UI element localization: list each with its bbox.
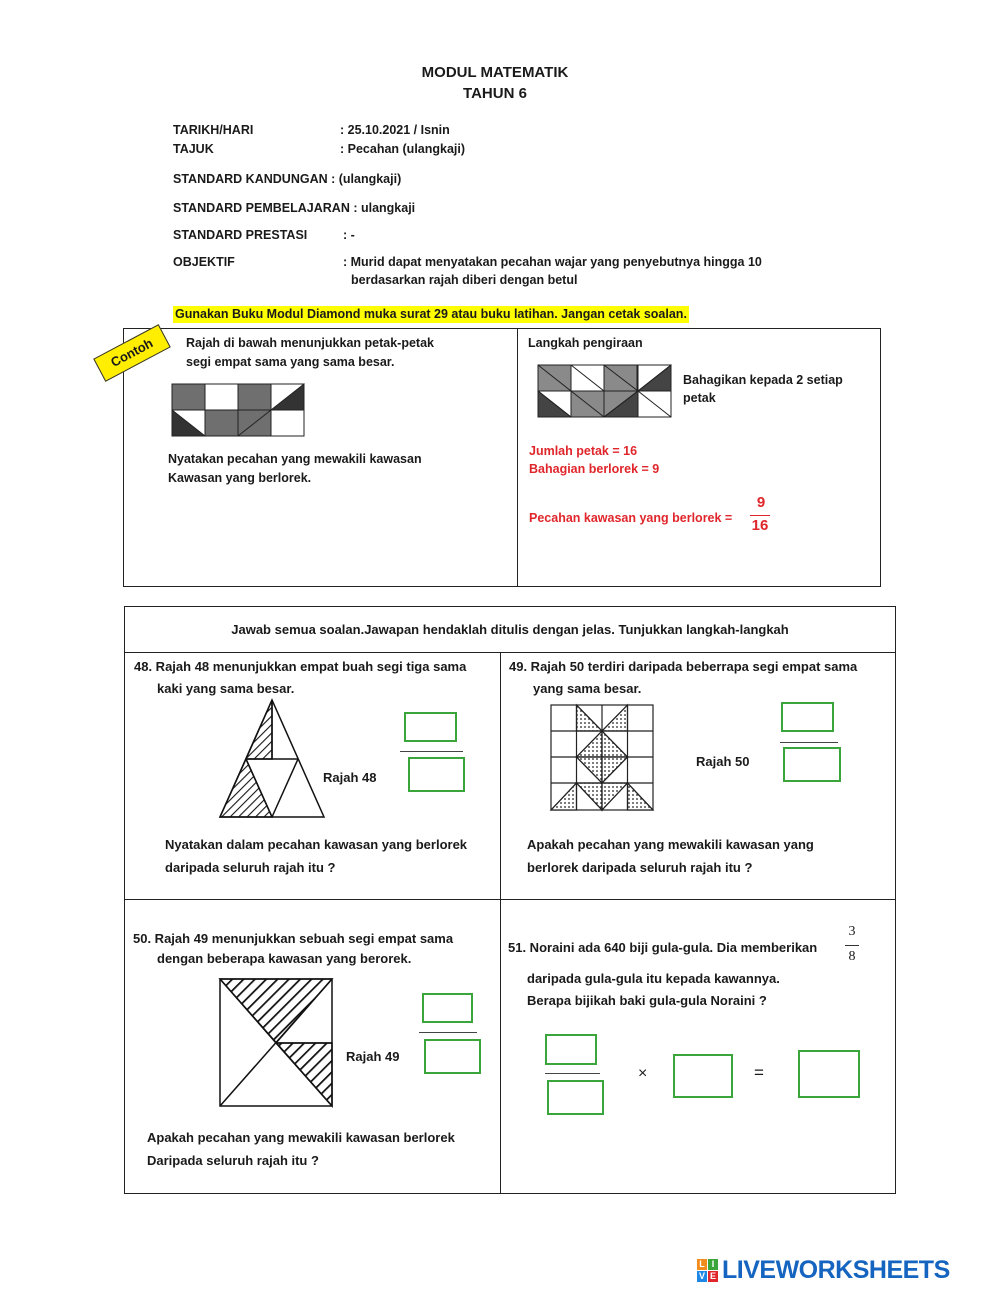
exercise-row-divider — [124, 899, 896, 900]
q51-line2: daripada gula-gula itu kepada kawannya. — [527, 971, 780, 986]
pecahan-fraction-line — [750, 515, 770, 516]
tajuk-value: : Pecahan (ulangkaji) — [340, 142, 466, 156]
pecahan-label: Pecahan kawasan yang berlorek = — [529, 511, 733, 525]
q50-line1: 50. Rajah 49 menunjukkan sebuah segi empat sama — [133, 931, 454, 946]
rajah-49-label: Rajah 49 — [346, 1049, 400, 1064]
q49-ask-line1: Apakah pecahan yang mewakili kawasan yang — [527, 837, 814, 852]
q48-line2: kaki yang sama besar. — [157, 681, 295, 696]
objektif-line1: : Murid dapat menyatakan pecahan wajar yang penyebutnya hingga 10 — [343, 255, 762, 269]
q51-line1: 51. Noraini ada 640 biji gula-gula. Dia memberikan — [508, 940, 818, 955]
rajah-50-figure — [551, 705, 653, 810]
q50-ask-line1: Apakah pecahan yang mewakili kawasan berlorek — [147, 1130, 455, 1145]
page-subtitle: TAHUN 6 — [463, 85, 527, 102]
tajuk-label: TAJUK — [173, 142, 214, 156]
q49-denominator-input[interactable] — [783, 747, 841, 782]
contoh-tag: Contoh — [93, 324, 171, 382]
q51-frac-denominator: 8 — [848, 949, 856, 964]
q51-answer-input[interactable] — [798, 1050, 860, 1098]
example-grid-figure — [172, 384, 304, 436]
logo-letter-i: I — [708, 1259, 718, 1270]
q49-numerator-input[interactable] — [781, 702, 834, 732]
q51-multiplier-input[interactable] — [673, 1054, 733, 1098]
objektif-line2: berdasarkan rajah diberi dengan betul — [351, 273, 578, 287]
q49-line1: 49. Rajah 50 terdiri daripada beberrapa segi empat sama — [509, 659, 858, 674]
logo-letter-l: L — [697, 1259, 707, 1270]
prestasi-label: STANDARD PRESTASI — [173, 228, 308, 242]
steps-grid-figure — [538, 365, 671, 417]
logo-letter-v: V — [698, 1271, 705, 1281]
pecahan-denominator: 16 — [751, 517, 769, 534]
q51-frac-numerator: 3 — [848, 924, 856, 939]
q51-fraction-line — [545, 1073, 600, 1074]
equals-sign: = — [754, 1063, 764, 1082]
logo-letter-e: E — [709, 1271, 716, 1281]
steps-title: Langkah pengiraan — [528, 336, 643, 350]
bahagian-berlorek: Bahagian berlorek = 9 — [529, 462, 660, 476]
q50-numerator-input[interactable] — [422, 993, 473, 1023]
example-question-line2: Kawasan yang berlorek. — [168, 471, 312, 485]
steps-note-line1: Bahagikan kepada 2 setiap — [683, 373, 843, 387]
q48-ask-line2: daripada seluruh rajah itu ? — [165, 860, 336, 875]
example-intro-line1: Rajah di bawah menunjukkan petak-petak — [186, 336, 434, 350]
q50-ask-line2: Daripada seluruh rajah itu ? — [147, 1153, 319, 1168]
rajah-50-label: Rajah 50 — [696, 754, 750, 769]
standard-kandungan: STANDARD KANDUNGAN : (ulangkaji) — [173, 172, 402, 186]
rajah-49-figure — [220, 979, 332, 1106]
q51-numerator-input[interactable] — [545, 1034, 597, 1065]
q48-numerator-input[interactable] — [404, 712, 457, 742]
prestasi-value: : - — [343, 228, 355, 242]
q50-fraction-line — [419, 1032, 477, 1033]
exercise-header: Jawab semua soalan.Jawapan hendaklah ditulis dengan jelas. Tunjukkan langkah-langkah — [231, 622, 789, 637]
objektif-label: OBJEKTIF — [173, 255, 235, 269]
times-sign: × — [638, 1065, 648, 1082]
rajah-48-label: Rajah 48 — [323, 770, 377, 785]
standard-pembelajaran: STANDARD PEMBELAJARAN : ulangkaji — [173, 201, 416, 215]
tarikh-value: : 25.10.2021 / Isnin — [340, 123, 450, 137]
q48-line1: 48. Rajah 48 menunjukkan empat buah segi tiga sama — [134, 659, 467, 674]
jumlah-petak: Jumlah petak = 16 — [529, 444, 638, 458]
rajah-48-figure — [219, 700, 325, 818]
q48-denominator-input[interactable] — [408, 757, 465, 792]
q48-ask-line1: Nyatakan dalam pecahan kawasan yang berlorek — [165, 837, 468, 852]
q49-fraction-line — [780, 742, 838, 743]
pecahan-numerator: 9 — [756, 494, 766, 511]
q49-ask-line2: berlorek daripada seluruh rajah itu ? — [527, 860, 753, 875]
steps-note-line2: petak — [683, 391, 716, 405]
q48-fraction-line — [400, 751, 463, 752]
exercise-header-divider — [124, 652, 896, 653]
q51-line3: Berapa bijikah baki gula-gula Noraini ? — [527, 993, 767, 1008]
instruction-highlight: Gunakan Buku Modul Diamond muka surat 29 atau buku latihan. Jangan cetak soalan. — [175, 307, 687, 321]
q51-denominator-input[interactable] — [547, 1080, 604, 1115]
page-title: MODUL MATEMATIK — [421, 64, 569, 81]
q50-denominator-input[interactable] — [424, 1039, 481, 1074]
tarikh-label: TARIKH/HARI — [173, 123, 254, 137]
q49-line2: yang sama besar. — [533, 681, 642, 696]
example-question-line1: Nyatakan pecahan yang mewakili kawasan — [168, 452, 422, 466]
exercise-col-divider — [500, 652, 501, 1194]
liveworksheets-brand[interactable]: LIVEWORKSHEETS — [722, 1256, 950, 1284]
q50-line2: dengan beberapa kawasan yang berorek. — [157, 951, 412, 966]
q51-frac-line — [845, 945, 859, 946]
liveworksheets-logo-icon — [697, 1259, 719, 1283]
example-intro-line2: segi empat sama yang sama besar. — [186, 355, 395, 369]
